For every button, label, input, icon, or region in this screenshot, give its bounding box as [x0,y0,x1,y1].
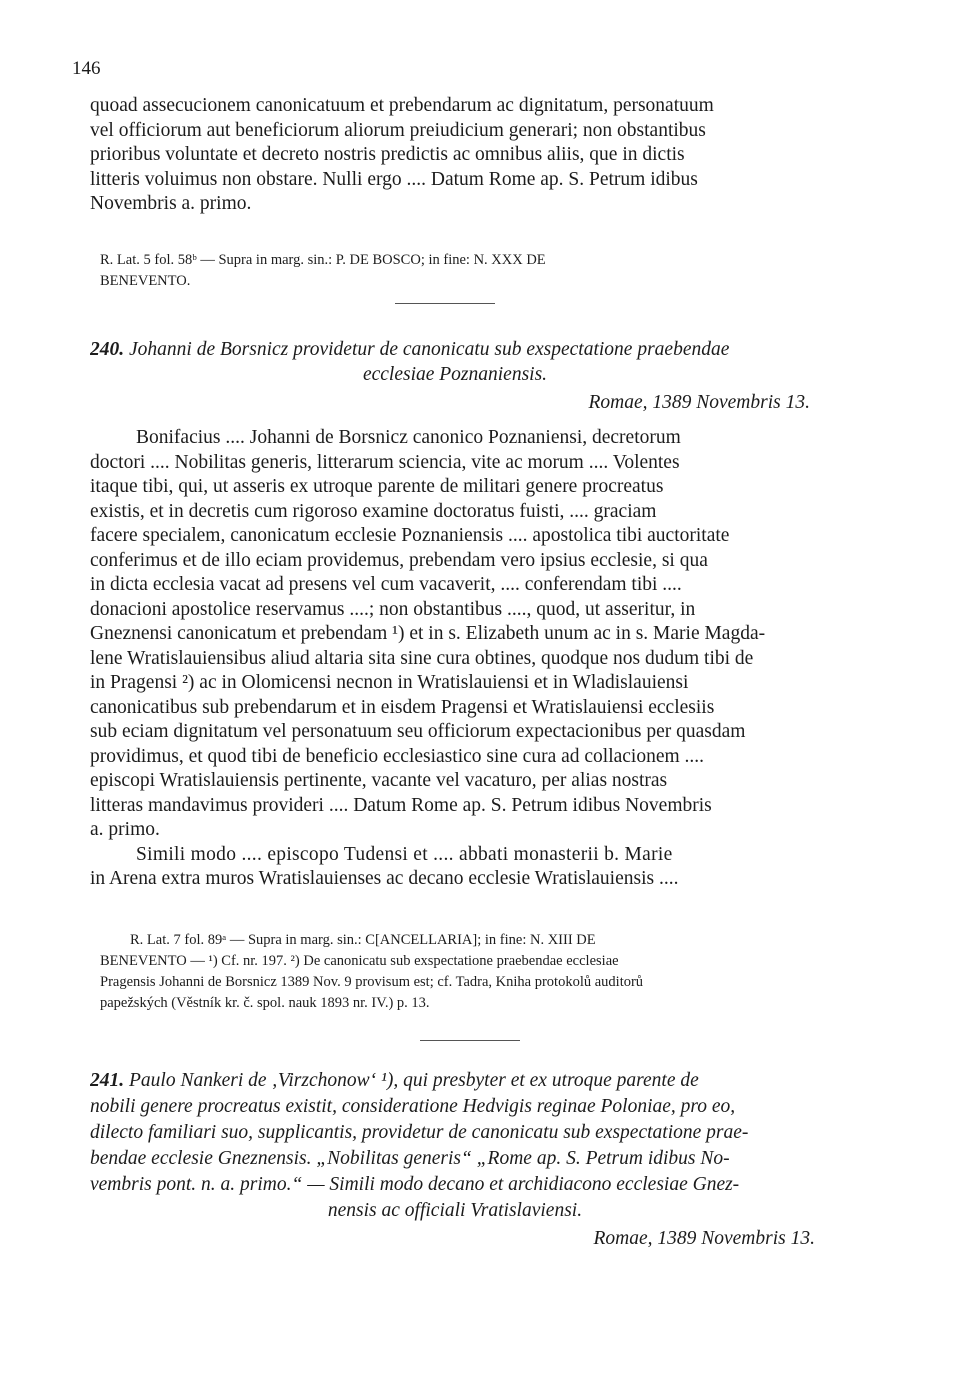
text-line: lene Wratislauiensibus aliud altaria sita sine cura obtines, quodque nos dudum tibi de [90,647,754,669]
text-line: in Arena extra muros Wratislauienses ac decano ecclesie Wratislauiensis .... [90,868,679,889]
text-line: Gneznensi canonicatum et prebendam ¹) et in s. Elizabeth unum ac in s. Marie Magda- [90,623,766,644]
text-line: doctori .... Nobilitas generis, litterarum sciencia, vite ac morum .... Volentes [90,451,680,473]
text-line: canonicatibus sub prebendarum et in eisdem Pragensi et Wratislauiensi ecclesiis [90,696,715,718]
text-line: facere specialem, canonicatum ecclesie Poznaniensis .... apostolica tibi auctoritate [90,525,730,546]
continuation-paragraph [90,94,818,217]
entry-240-body [90,426,818,892]
text-line: existis, et in decretis cum rigoroso examine doctoratus fuisti, .... graciam [90,500,657,522]
text-line: a. primo. [90,819,160,840]
heading-line: vembris pont. n. a. primo.“ — Simili modo decano et archidiacono ecclesiae Gnez- [90,1174,740,1195]
text-line: vel officiorum aut beneficiorum aliorum preiudicium generari; non obstantibus [90,119,706,141]
note-line: BENEVENTO. [100,273,191,289]
heading-line [90,1068,820,1094]
source-note-239 [100,250,822,292]
entry-240-heading [90,337,820,387]
text-line: providimus, et quod tibi de beneficio ecclesiastico sine cura ad collacionem .... [90,745,705,767]
text-line: prioribus voluntate et decreto nostris predictis ac omnibus aliis, que in dictis [90,144,685,165]
page-number: 146 [72,58,101,79]
source-note-240 [100,930,822,1014]
text-line: quoad assecucionem canonicatuum et prebendarum ac dignitatum, personatuum [90,95,714,116]
text-line: litteris voluimus non obstare. Nulli ergo .... Datum Rome ap. S. Petrum idibus [90,168,698,190]
note-line: BENEVENTO — ¹) Cf. nr. 197. ²) De canonicatu sub exspectatione praebendae ecclesiae [100,953,619,969]
entry-number: 241. [90,1070,125,1091]
note-line: R. Lat. 7 fol. 89ᵃ — Supra in marg. sin.: C[ANCELLARIA]; in fine: N. XIII DE [130,932,596,948]
text-line: Bonifacius .... Johanni de Borsnicz canonico Poznaniensi, decretorum [136,427,681,448]
heading-line: nobili genere procreatus existit, consideratione Hedvigis reginae Poloniae, pro eo, [90,1096,736,1117]
text-line: sub eciam dignitatum vel personatuum seu officiorum expectacionibus per quasdam [90,721,746,742]
heading-line: bendae ecclesie Gneznensis. „Nobilitas generis“ „Rome ap. S. Petrum idibus No- [90,1148,730,1169]
heading-line: nensis ac officiali Vratislaviensi. [327,1200,583,1221]
heading-line [90,337,820,362]
separator-rule [395,303,495,304]
note-line: Pragensis Johanni de Borsnicz 1389 Nov. 9 provisum est; cf. Tadra, Kniha protokolů auditorů [100,974,644,990]
heading-line: ecclesiae Poznaniensis. [362,364,548,385]
text-line: in Pragensi ²) ac in Olomicensi necnon in Wratislauiensi et in Wladislauiensi [90,672,689,693]
text-line: episcopi Wratislauiensis pertinente, vacante vel vacaturo, per alias nostras [90,770,668,791]
text-line: litteras mandavimus provideri .... Datum Rome ap. S. Petrum idibus Novembris [90,794,712,816]
note-line: papežských (Věstník kr. č. spol. nauk 1893 nr. IV.) p. 13. [100,995,430,1011]
entry-241-heading [90,1068,820,1224]
entry-241-dateline: Romae, 1389 Novembris 13. [593,1228,815,1249]
heading-line: dilecto familiari suo, supplicantis, providetur de canonicatu sub exspectatione prae- [90,1122,749,1143]
text-line: donacioni apostolice reservamus ....; non obstantibus ...., quod, ut asseritur, in [90,598,696,620]
text-line: Novembris a. primo. [90,193,252,214]
text-line: in dicta ecclesia vacat ad presens vel cum vacaverit, .... conferendam tibi .... [90,574,682,595]
note-line: R. Lat. 5 fol. 58ᵇ — Supra in marg. sin.: P. DE BOSCO; in fine: N. XXX DE [100,252,546,268]
heading-text: Johanni de Borsnicz providetur de canonicatu sub exspectatione praebendae [129,339,730,360]
text-line: conferimus et de illo eciam providemus, prebendam vero ipsius ecclesie, si qua [90,549,708,571]
separator-rule [420,1040,520,1041]
text-line: Simili modo .... episcopo Tudensi et .... abbati monasterii b. Marie [136,843,673,865]
text-line: itaque tibi, qui, ut asseris ex utroque parente de militari genere procreatus [90,476,664,497]
entry-number: 240. [90,339,125,360]
heading-text: Paulo Nankeri de ‚Virzchonow‘ ¹), qui presbyter et ex utroque parente de [129,1070,699,1091]
entry-240-dateline: Romae, 1389 Novembris 13. [588,392,810,413]
